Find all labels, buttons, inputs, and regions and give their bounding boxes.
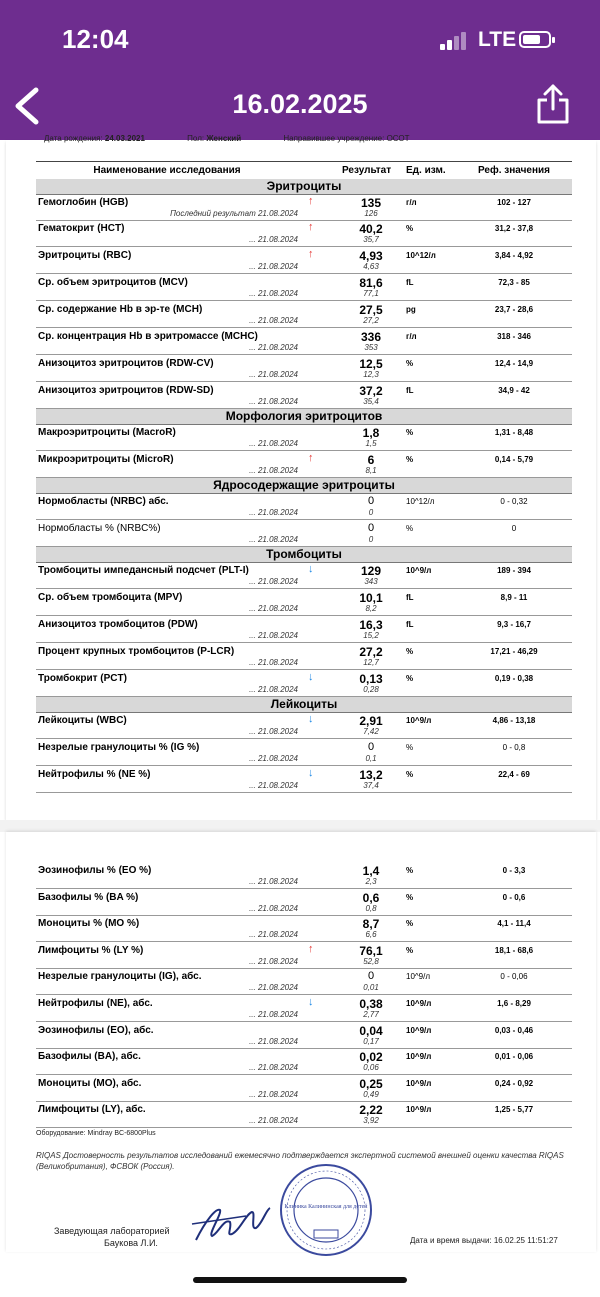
reference-range: 4,1 - 11,4: [497, 919, 531, 929]
test-name: Незрелые гранулоциты % (IG %): [38, 742, 200, 753]
previous-date: ... 21.08.2024: [249, 1089, 298, 1099]
unit: 10^9/л: [406, 716, 432, 725]
section-header-wbc: Лейкоциты: [36, 697, 572, 713]
reference-range: 17,21 - 46,29: [490, 647, 538, 656]
test-name: Процент крупных тромбоцитов (P-LCR): [38, 646, 235, 657]
previous-date: Последний результат 21.08.2024: [170, 209, 298, 218]
header-name: Наименование исследования: [93, 165, 241, 176]
test-name: Ср. концентрация Hb в эритромассе (MCHC): [38, 331, 258, 342]
previous-date: ... 21.08.2024: [249, 316, 298, 325]
table-row: [36, 520, 572, 547]
header-result: Результат: [342, 165, 392, 176]
previous-value: 52,8: [363, 956, 379, 966]
stamp-icon: [278, 1162, 374, 1258]
reference-range: 1,31 - 8,48: [494, 428, 534, 437]
table-row: [36, 616, 572, 643]
reference-range: 0 - 0,32: [500, 497, 528, 506]
result-value: 12,5: [359, 357, 383, 371]
table-row: [36, 712, 572, 739]
result-value: 16,3: [359, 618, 383, 632]
issue-datetime: Дата и время выдачи: 16.02.25 11:51:27: [410, 1236, 558, 1245]
table-row: [36, 589, 572, 616]
previous-value: 4,63: [363, 262, 379, 271]
document-page-2: [6, 832, 596, 1252]
previous-date: ... 21.08.2024: [249, 658, 298, 667]
previous-date: ... 21.08.2024: [249, 604, 298, 613]
result-value: 1,8: [362, 426, 380, 440]
unit: fL: [406, 620, 414, 629]
unit: 10^12/л: [406, 497, 435, 506]
share-button[interactable]: [534, 82, 572, 126]
previous-value: 0,49: [363, 1089, 379, 1099]
reference-range: 34,9 - 42: [498, 386, 530, 395]
header-unit: Ед. изм.: [406, 165, 446, 176]
test-name: Нормобласты % (NRBC%): [38, 523, 161, 534]
table-row: [36, 1022, 572, 1049]
previous-date: ... 21.08.2024: [249, 631, 298, 640]
result-value: 27,2: [359, 645, 383, 659]
previous-value: 37,4: [363, 781, 379, 790]
test-name: Эозинофилы (EO), абс.: [38, 1024, 154, 1036]
flag-icon: ↓: [308, 767, 314, 779]
table-row: [36, 889, 572, 916]
previous-date: ... 21.08.2024: [249, 535, 298, 544]
table-row: [36, 915, 572, 942]
unit: fL: [406, 278, 414, 287]
page-gap: [0, 820, 600, 832]
unit: 10^9/л: [406, 1078, 432, 1088]
previous-value: 353: [364, 343, 378, 352]
unit: г/л: [406, 332, 417, 341]
table-row: [36, 968, 572, 995]
result-value: 0: [367, 970, 375, 983]
result-value: 37,2: [359, 384, 383, 398]
test-name: Лимфоциты % (LY %): [38, 944, 144, 956]
unit: %: [406, 647, 414, 656]
previous-date: ... 21.08.2024: [249, 956, 298, 966]
table-row: [36, 424, 572, 451]
previous-value: 343: [364, 577, 378, 586]
stamp-text: Клиника Калининская для детей: [284, 1204, 368, 1210]
table-row: [36, 739, 572, 766]
previous-value: 12,3: [363, 370, 379, 379]
table-row: [36, 670, 572, 697]
riqas-note: RIQAS Достоверность результатов исследований ежемесячно подтверждается экспертной системой внешней оценки качества RIQAS (Великобритания), ФСВОК (Россия).: [36, 1151, 564, 1171]
status-time: 12:04: [62, 24, 129, 54]
reference-range: 0,19 - 0,38: [494, 674, 534, 683]
reference-range: 9,3 - 16,7: [497, 620, 531, 629]
flag-icon: ↓: [308, 713, 314, 725]
flag-icon: ↓: [308, 671, 314, 683]
previous-value: 8,1: [365, 466, 377, 475]
previous-value: 7,42: [363, 727, 379, 736]
reference-range: 0 - 0,8: [502, 743, 526, 752]
flag-icon: ↑: [308, 248, 314, 260]
previous-date: ... 21.08.2024: [249, 983, 298, 993]
network-label: LTE: [478, 28, 517, 51]
previous-value: 0,17: [363, 1036, 379, 1046]
table-row: [36, 274, 572, 301]
reference-range: 102 - 127: [497, 198, 531, 207]
previous-value: 8,2: [365, 604, 377, 613]
reference-range: 8,9 - 11: [500, 593, 528, 602]
reference-range: 0,24 - 0,92: [494, 1078, 534, 1088]
previous-date: ... 21.08.2024: [249, 343, 298, 352]
unit: 10^9/л: [406, 566, 432, 575]
result-value: 0: [367, 741, 375, 753]
unit: 10^9/л: [406, 1105, 432, 1115]
flag-icon: ↓: [308, 563, 314, 575]
previous-date: ... 21.08.2024: [249, 727, 298, 736]
result-value: 0,02: [359, 1050, 383, 1065]
previous-value: 35,7: [363, 235, 379, 244]
test-name: Базофилы % (BA %): [38, 891, 139, 903]
unit: %: [406, 770, 414, 779]
test-name: Нейтрофилы % (NE %): [38, 769, 151, 780]
result-value: 1,4: [362, 864, 380, 878]
test-name: Анизоцитоз эритроцитов (RDW-SD): [38, 385, 214, 396]
test-name: Тромбокрит (PCT): [38, 673, 127, 684]
previous-date: ... 21.08.2024: [249, 754, 298, 763]
result-value: 0,25: [359, 1076, 383, 1091]
section-header-ery: Эритроциты: [36, 179, 572, 195]
unit: %: [406, 428, 414, 437]
unit: г/л: [406, 198, 417, 207]
section-header-morph: Морфология эритроцитов: [36, 409, 572, 425]
table-header: [36, 161, 572, 181]
test-name: Базофилы (BA), абс.: [38, 1051, 141, 1063]
reference-range: 23,7 - 28,6: [494, 305, 534, 314]
result-value: 0: [367, 495, 375, 507]
reference-range: 1,6 - 8,29: [497, 999, 531, 1008]
test-name: Моноциты (MO), абс.: [38, 1077, 142, 1089]
previous-value: 126: [364, 209, 378, 218]
previous-value: 27,2: [363, 316, 379, 325]
result-value: 4,93: [359, 249, 383, 263]
reference-range: 72,3 - 85: [498, 278, 530, 287]
unit: %: [406, 224, 414, 233]
result-value: 0,6: [362, 890, 380, 905]
previous-value: 12,7: [363, 658, 379, 667]
table-row: [36, 643, 572, 670]
unit: 10^9/л: [406, 972, 430, 982]
unit: fL: [406, 593, 414, 602]
reference-range: 189 - 394: [497, 566, 531, 575]
result-value: 81,6: [359, 276, 383, 290]
test-name: Незрелые гранулоциты (IG), абс.: [38, 971, 202, 983]
table-row: [36, 382, 572, 409]
reference-range: 12,4 - 14,9: [494, 359, 534, 368]
unit: %: [406, 945, 414, 955]
previous-date: ... 21.08.2024: [249, 289, 298, 298]
table-row: [36, 194, 572, 221]
document-page-1: [6, 134, 596, 820]
previous-date: ... 21.08.2024: [249, 370, 298, 379]
test-name: Ср. объем тромбоцита (MPV): [38, 592, 183, 603]
signal-icon: [440, 30, 470, 50]
previous-value: 0,06: [363, 1063, 379, 1073]
table-row: [36, 301, 572, 328]
previous-value: 35,4: [363, 397, 379, 406]
unit: %: [406, 455, 414, 464]
previous-date: ... 21.08.2024: [249, 877, 298, 886]
unit: %: [406, 892, 414, 902]
flag-icon: ↑: [308, 452, 314, 464]
reference-range: 0,03 - 0,46: [494, 1025, 534, 1035]
unit: pg: [406, 305, 416, 314]
unit: %: [406, 866, 414, 875]
table-row: [36, 493, 572, 520]
test-name: Нейтрофилы (NE), абс.: [38, 998, 153, 1009]
previous-date: ... 21.08.2024: [249, 397, 298, 406]
result-value: 135: [360, 196, 382, 210]
test-name: Микроэритроциты (MicroR): [38, 454, 174, 465]
previous-value: 1,5: [365, 439, 377, 448]
table-row: [36, 247, 572, 274]
table-row: [36, 995, 572, 1022]
previous-value: 0,01: [363, 983, 379, 993]
unit: 10^9/л: [406, 1025, 432, 1035]
reference-range: 0 - 3,3: [502, 866, 526, 875]
reference-range: 0,14 - 5,79: [494, 455, 534, 464]
previous-value: 0,8: [365, 903, 377, 913]
previous-date: ... 21.08.2024: [249, 1010, 298, 1019]
table-row: [36, 862, 572, 889]
unit: fL: [406, 386, 414, 395]
result-value: 2,22: [359, 1103, 383, 1118]
previous-date: ... 21.08.2024: [249, 930, 298, 940]
header-ref: Реф. значения: [477, 165, 550, 176]
reference-range: 4,86 - 13,18: [492, 716, 536, 725]
table-row: [36, 451, 572, 478]
section-header-plt: Тромбоциты: [36, 547, 572, 563]
test-name: Ср. объем эритроцитов (MCV): [38, 277, 188, 288]
previous-date: ... 21.08.2024: [249, 262, 298, 271]
reference-range: 1,25 - 5,77: [494, 1105, 534, 1115]
test-name: Тромбоциты импедансный подсчет (PLT-I): [38, 565, 249, 576]
flag-icon: ↑: [308, 221, 314, 233]
result-value: 0,04: [359, 1023, 383, 1038]
previous-date: ... 21.08.2024: [249, 685, 298, 694]
result-value: 0,38: [359, 997, 383, 1011]
unit: %: [406, 919, 414, 929]
test-name: Гематокрит (HCT): [38, 223, 125, 234]
reference-range: 22,4 - 69: [498, 770, 530, 779]
previous-value: 0,1: [365, 754, 377, 763]
share-icon: [534, 82, 572, 126]
previous-date: ... 21.08.2024: [249, 781, 298, 790]
previous-date: ... 21.08.2024: [249, 1063, 298, 1073]
result-value: 336: [360, 330, 382, 344]
previous-value: 2,77: [363, 1010, 379, 1019]
table-row: [36, 355, 572, 382]
result-value: 76,1: [359, 943, 383, 958]
previous-value: 0: [368, 535, 374, 544]
test-name: Эозинофилы % (EO %): [38, 865, 152, 876]
previous-value: 0,28: [363, 685, 379, 694]
battery-icon: [519, 31, 551, 48]
result-value: 0: [367, 522, 375, 534]
result-value: 2,91: [359, 714, 383, 728]
result-value: 6: [367, 453, 375, 467]
reference-range: 0: [511, 524, 517, 533]
test-name: Лимфоциты (LY), абс.: [38, 1104, 146, 1116]
top-bar: [0, 0, 600, 140]
table-row: [36, 766, 572, 793]
unit: %: [406, 674, 414, 683]
table-row: [36, 562, 572, 589]
reference-range: 3,84 - 4,92: [494, 251, 534, 260]
patient-info-cutoff: Дата рождения: 24.03.2021 Пол: Женский Направившее учреждение: ОСОТ: [44, 134, 410, 143]
table-row: [36, 1048, 572, 1075]
result-value: 129: [360, 564, 382, 578]
unit: %: [406, 524, 414, 533]
table-row: [36, 328, 572, 355]
head-name: Баукова Л.И.: [104, 1238, 158, 1248]
head-title: Заведующая лабораторией: [54, 1226, 170, 1236]
previous-date: ... 21.08.2024: [249, 439, 298, 448]
previous-date: ... 21.08.2024: [249, 235, 298, 244]
reference-range: 0,01 - 0,06: [494, 1052, 534, 1062]
test-name: Макроэритроциты (MacroR): [38, 427, 176, 438]
previous-date: ... 21.08.2024: [249, 466, 298, 475]
previous-value: 3,92: [363, 1116, 379, 1126]
signature-image: [186, 1200, 276, 1248]
previous-date: ... 21.08.2024: [249, 903, 298, 913]
flag-icon: ↓: [308, 996, 314, 1008]
unit: %: [406, 743, 414, 752]
test-name: Ср. содержание Hb в эр-те (MCH): [38, 304, 203, 315]
test-name: Нормобласты (NRBC) абс.: [38, 496, 169, 507]
previous-date: ... 21.08.2024: [249, 1036, 298, 1046]
result-value: 8,7: [362, 917, 380, 932]
reference-range: 318 - 346: [497, 332, 531, 341]
result-value: 27,5: [359, 303, 383, 317]
unit: 10^9/л: [406, 1052, 432, 1062]
reference-range: 0 - 0,6: [502, 892, 526, 902]
table-row: [36, 220, 572, 247]
home-indicator[interactable]: [193, 1277, 407, 1283]
table-row: [36, 1075, 572, 1102]
section-header-nuc: Ядросодержащие эритроциты: [36, 478, 572, 494]
result-value: 13,2: [359, 768, 383, 782]
previous-date: ... 21.08.2024: [249, 508, 298, 517]
unit: 10^12/л: [406, 251, 436, 260]
result-value: 40,2: [359, 222, 383, 236]
page-title: 16.02.2025: [232, 89, 368, 119]
table-row: [36, 1101, 572, 1128]
reference-range: 18,1 - 68,6: [494, 945, 534, 955]
previous-date: ... 21.08.2024: [249, 577, 298, 586]
flag-icon: ↑: [308, 942, 314, 955]
test-name: Лейкоциты (WBC): [38, 715, 127, 726]
equipment-note: Оборудование: Mindray BC-6800Plus: [36, 1130, 156, 1137]
previous-value: 77,1: [363, 289, 379, 298]
result-value: 0,13: [359, 672, 383, 686]
table-row: [36, 942, 572, 969]
reference-range: 31,2 - 37,8: [494, 224, 534, 233]
reference-range: 0 - 0,06: [500, 972, 528, 982]
test-name: Моноциты % (MO %): [38, 918, 140, 930]
previous-value: 6,6: [365, 930, 377, 940]
result-value: 10,1: [359, 591, 383, 605]
unit: 10^9/л: [406, 999, 432, 1008]
test-name: Анизоцитоз эритроцитов (RDW-CV): [38, 358, 214, 369]
test-name: Эритроциты (RBC): [38, 250, 132, 261]
test-name: Анизоцитоз тромбоцитов (PDW): [38, 619, 198, 630]
test-name: Гемоглобин (HGB): [38, 197, 129, 208]
flag-icon: ↑: [308, 195, 314, 207]
previous-date: ... 21.08.2024: [249, 1116, 298, 1126]
unit: %: [406, 359, 414, 368]
previous-value: 15,2: [363, 631, 379, 640]
previous-value: 0: [368, 508, 374, 517]
previous-value: 2,3: [365, 877, 377, 886]
